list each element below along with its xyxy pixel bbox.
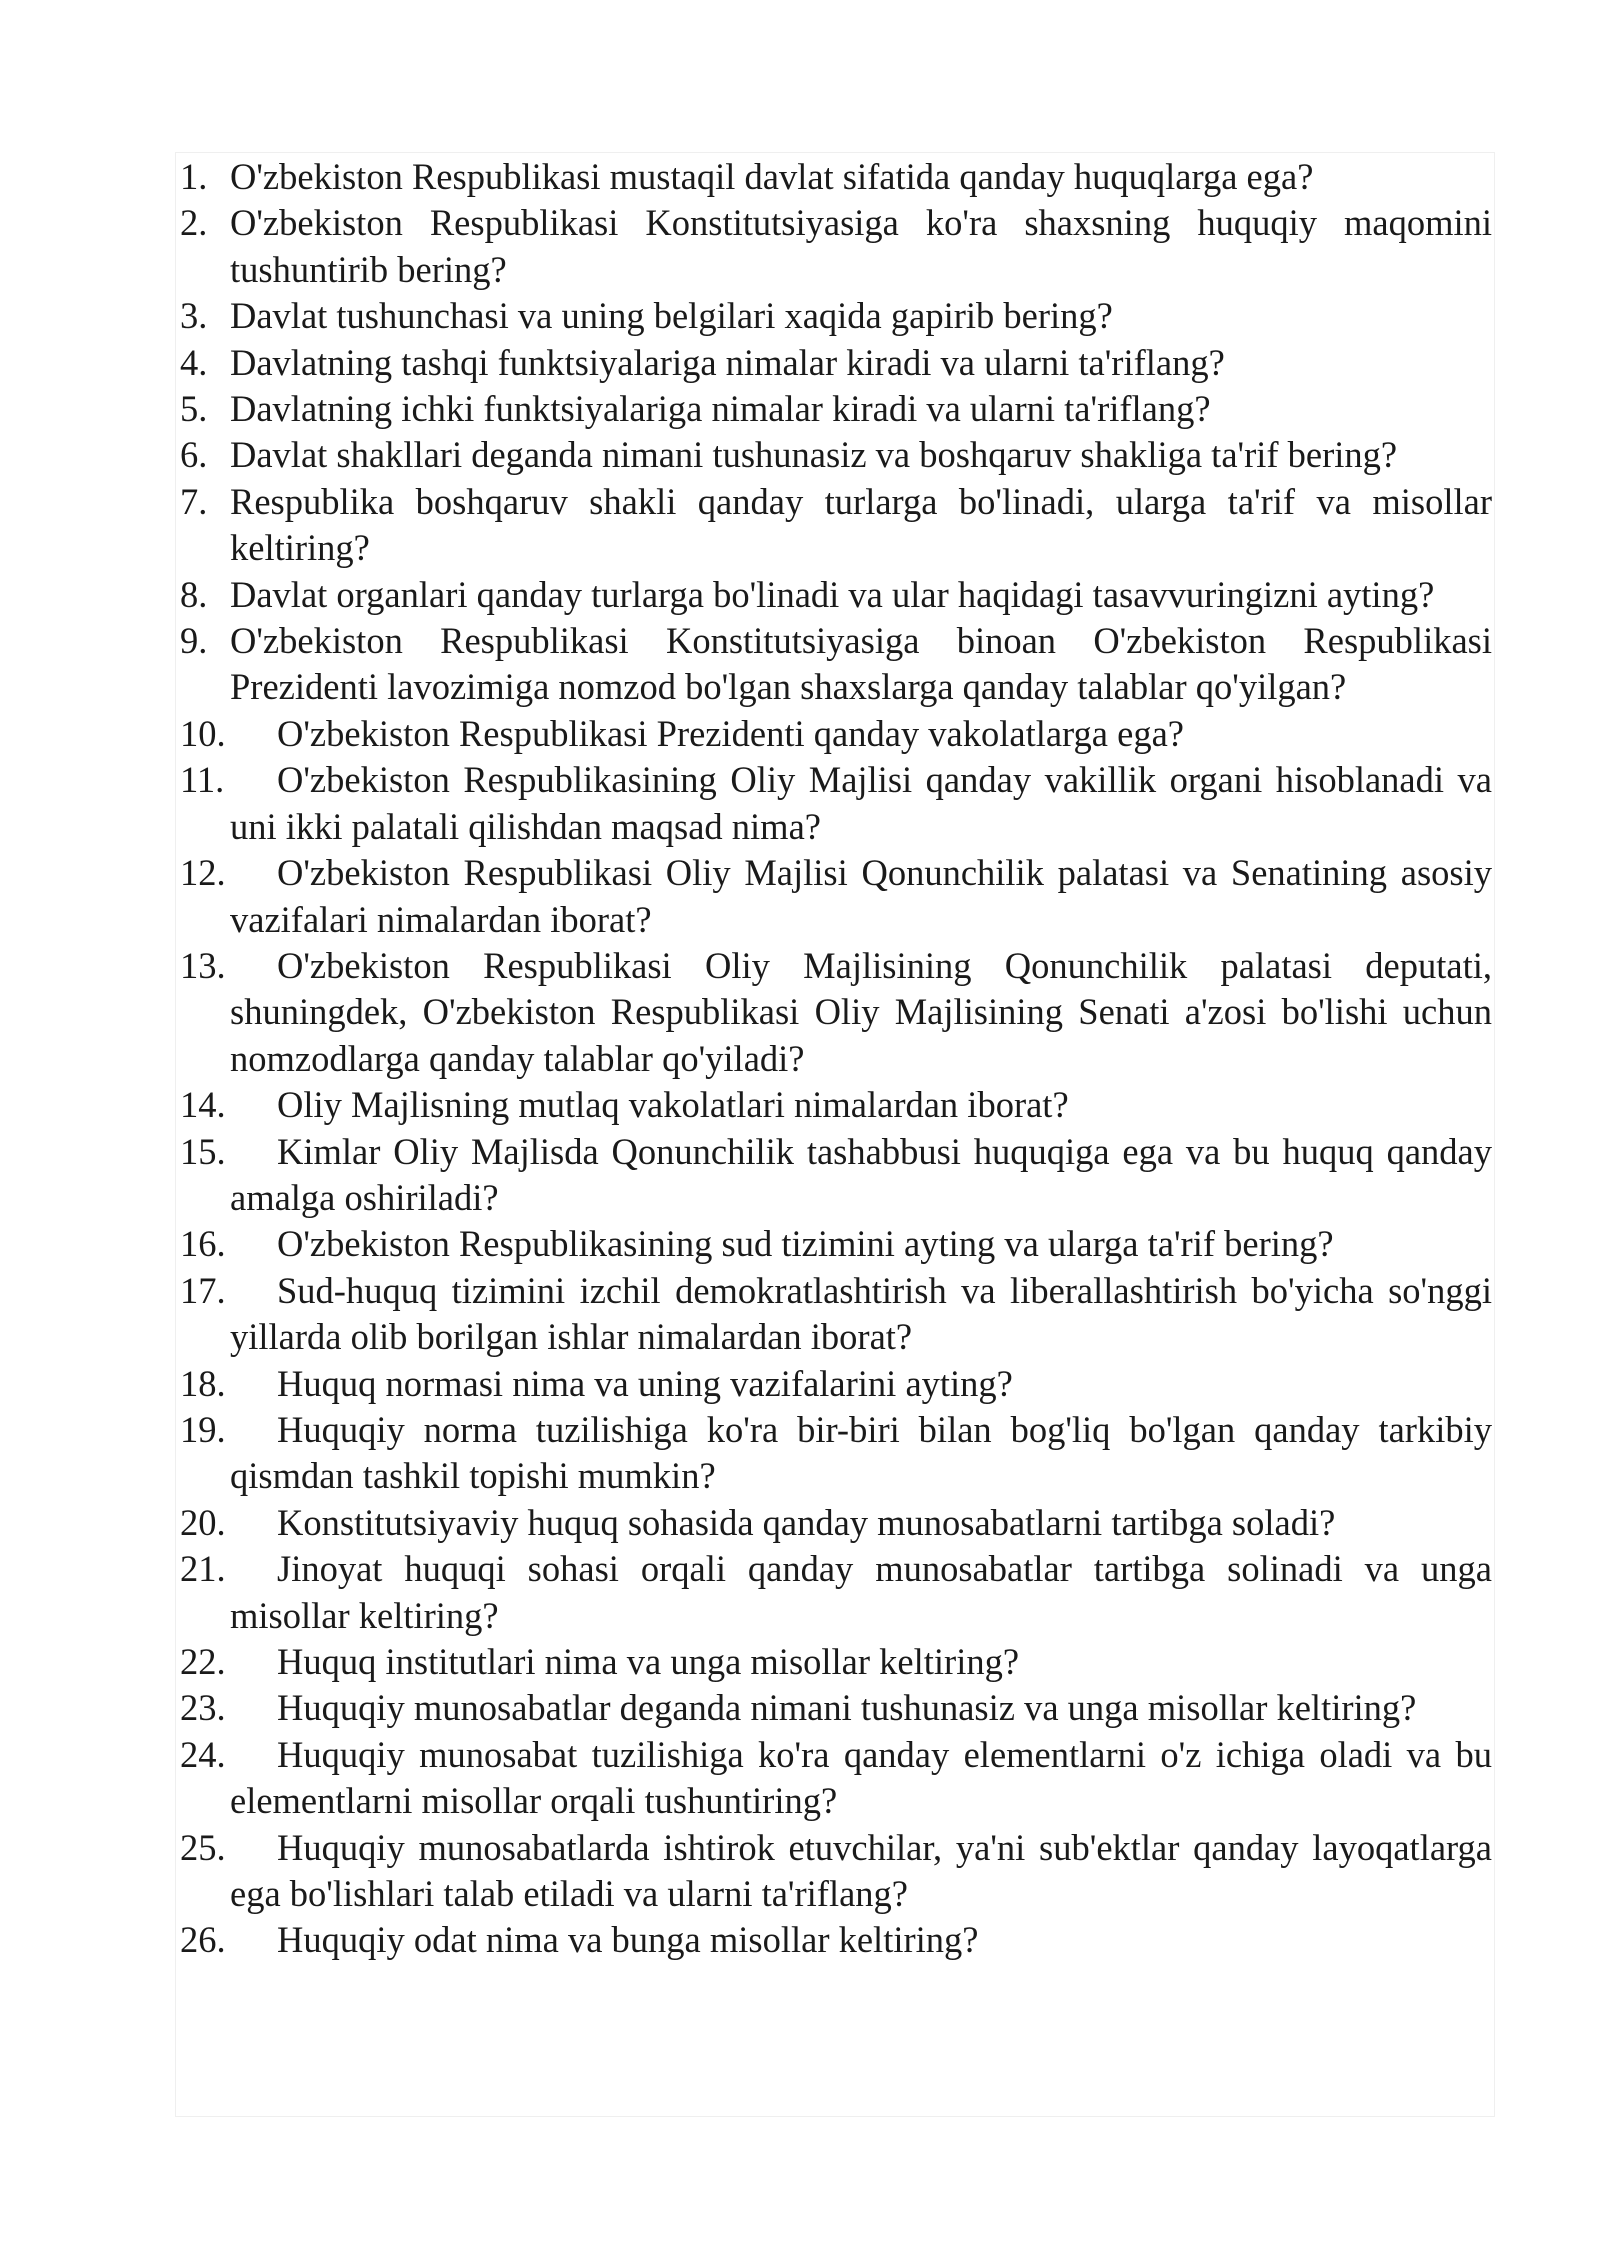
question-item-9: [180, 618, 1492, 711]
question-item-17: [180, 1268, 1492, 1361]
question-text: Davlat shakllari deganda nimani tushunasiz va boshqaruv shakliga ta'rif bering?: [230, 434, 1398, 476]
question-item-4: [180, 340, 1492, 386]
question-number: 11.: [180, 759, 225, 801]
question-number: 26.: [180, 1919, 226, 1961]
question-number: 21.: [180, 1548, 226, 1590]
question-item-10: [180, 711, 1492, 757]
question-number: 7.: [180, 480, 208, 522]
question-text: Davlatning ichki funktsiyalariga nimalar kiradi va ularni ta'riflang?: [230, 388, 1211, 430]
question-number: 23.: [180, 1687, 226, 1729]
question-item-6: [180, 432, 1492, 478]
question-number: 18.: [180, 1362, 226, 1404]
question-text: O'zbekiston Respublikasining sud tizimini ayting va ularga ta'rif bering?: [277, 1223, 1334, 1265]
question-text: O'zbekiston Respublikasi Konstitutsiyasiga ko'ra shaxsning huquqiy maqomini tushuntirib bering?: [230, 202, 1492, 290]
question-number: 12.: [180, 852, 226, 894]
question-text: O'zbekiston Respublikasi Oliy Majlisining Qonunchilik palatasi deputati, shuningdek, O'zbekiston Respublikasi Oliy Majlisining Senati a'zosi bo'lishi uchun nomzodlarga qanday talablar qo'yiladi?: [230, 944, 1492, 1079]
question-text: Huquqiy munosabatlar deganda nimani tushunasiz va unga misollar keltiring?: [277, 1687, 1417, 1729]
question-item-8: [180, 572, 1492, 618]
question-item-2: [180, 200, 1492, 293]
question-item-26: [180, 1917, 1492, 1963]
question-number: 6.: [180, 434, 208, 476]
question-text: Huquqiy odat nima va bunga misollar keltiring?: [277, 1919, 979, 1961]
question-text: Huquqiy munosabat tuzilishiga ko'ra qanday elementlarni o'z ichiga oladi va bu elementlarni misollar orqali tushuntiring?: [230, 1733, 1492, 1822]
question-number: 17.: [180, 1269, 226, 1311]
question-item-7: [180, 479, 1492, 572]
question-number: 5.: [180, 388, 208, 430]
question-number: 2.: [180, 202, 208, 244]
question-item-5: [180, 386, 1492, 432]
question-number: 13.: [180, 944, 226, 986]
question-text: Davlat organlari qanday turlarga bo'linadi va ular haqidagi tasavvuringizni ayting?: [230, 573, 1435, 615]
question-text: Jinoyat huquqi sohasi orqali qanday munosabatlar tartibga solinadi va unga misollar keltiring?: [230, 1548, 1492, 1636]
question-number: 25.: [180, 1826, 226, 1868]
question-text: Davlat tushunchasi va uning belgilari xaqida gapirib bering?: [230, 295, 1113, 337]
question-text: Davlatning tashqi funktsiyalariga nimalar kiradi va ularni ta'riflang?: [230, 341, 1225, 383]
question-text: Oliy Majlisning mutlaq vakolatlari nimalardan iborat?: [277, 1084, 1069, 1126]
question-item-20: [180, 1500, 1492, 1546]
question-number: 14.: [180, 1084, 226, 1126]
question-item-11: [180, 757, 1492, 850]
question-item-18: [180, 1361, 1492, 1407]
question-item-21: [180, 1546, 1492, 1639]
question-item-3: [180, 293, 1492, 339]
question-text: Sud-huquq tizimini izchil demokratlashtirish va liberallashtirish bo'yicha so'nggi yillarda olib borilgan ishlar nimalardan iborat?: [230, 1269, 1492, 1358]
question-number: 3.: [180, 295, 208, 337]
question-number: 16.: [180, 1223, 226, 1265]
question-number: 24.: [180, 1733, 226, 1775]
question-text: O'zbekiston Respublikasi Prezidenti qanday vakolatlarga ega?: [277, 712, 1184, 754]
question-number: 4.: [180, 341, 208, 383]
question-text: Huquqiy norma tuzilishiga ko'ra bir-biri bilan bog'liq bo'lgan qanday tarkibiy qismdan tashkil topishi mumkin?: [230, 1408, 1492, 1497]
question-text: O'zbekiston Respublikasi Oliy Majlisi Qonunchilik palatasi va Senatining asosiy vazifalari nimalardan iborat?: [230, 852, 1492, 940]
question-number: 22.: [180, 1641, 226, 1682]
question-item-13: [180, 943, 1492, 1082]
question-item-24: [180, 1732, 1492, 1825]
question-text: Konstitutsiyaviy huquq sohasida qanday munosabatlarni tartibga soladi?: [277, 1501, 1336, 1543]
question-text: O'zbekiston Respublikasi mustaqil davlat sifatida qanday huquqlarga ega?: [230, 156, 1314, 197]
question-item-15: [180, 1129, 1492, 1222]
question-text: Kimlar Oliy Majlisda Qonunchilik tashabbusi huquqiga ega va bu huquq qanday amalga oshiriladi?: [230, 1130, 1492, 1218]
question-item-19: [180, 1407, 1492, 1500]
question-item-1: [180, 154, 1492, 200]
question-number: 9.: [180, 620, 208, 662]
question-text: O'zbekiston Respublikasining Oliy Majlisi qanday vakillik organi hisoblanadi va uni ikki palatali qilishdan maqsad nima?: [230, 759, 1492, 847]
question-item-16: [180, 1221, 1492, 1267]
question-number: 19.: [180, 1408, 226, 1450]
question-number: 1.: [180, 156, 208, 197]
question-item-12: [180, 850, 1492, 943]
question-number: 10.: [180, 712, 226, 754]
question-text: Huquq normasi nima va uning vazifalarini ayting?: [277, 1362, 1013, 1404]
question-item-22: [180, 1639, 1492, 1685]
question-number: 15.: [180, 1130, 226, 1172]
question-number: 20.: [180, 1501, 226, 1543]
question-text: Respublika boshqaruv shakli qanday turlarga bo'linadi, ularga ta'rif va misollar keltiring?: [230, 480, 1492, 569]
question-item-25: [180, 1825, 1492, 1918]
question-text: Huquqiy munosabatlarda ishtirok etuvchilar, ya'ni sub'ektlar qanday layoqatlarga ega bo'lishlari talab etiladi va ularni ta'riflang?: [230, 1826, 1492, 1915]
question-text: Huquq institutlari nima va unga misollar keltiring?: [277, 1641, 1020, 1682]
question-item-14: [180, 1082, 1492, 1128]
question-text: O'zbekiston Respublikasi Konstitutsiyasiga binoan O'zbekiston Respublikasi Prezidenti lavozimiga nomzod bo'lgan shaxslarga qanday talablar qo'yilgan?: [230, 620, 1492, 708]
question-number: 8.: [180, 573, 208, 615]
question-list: [180, 154, 1492, 1964]
question-item-23: [180, 1685, 1492, 1731]
